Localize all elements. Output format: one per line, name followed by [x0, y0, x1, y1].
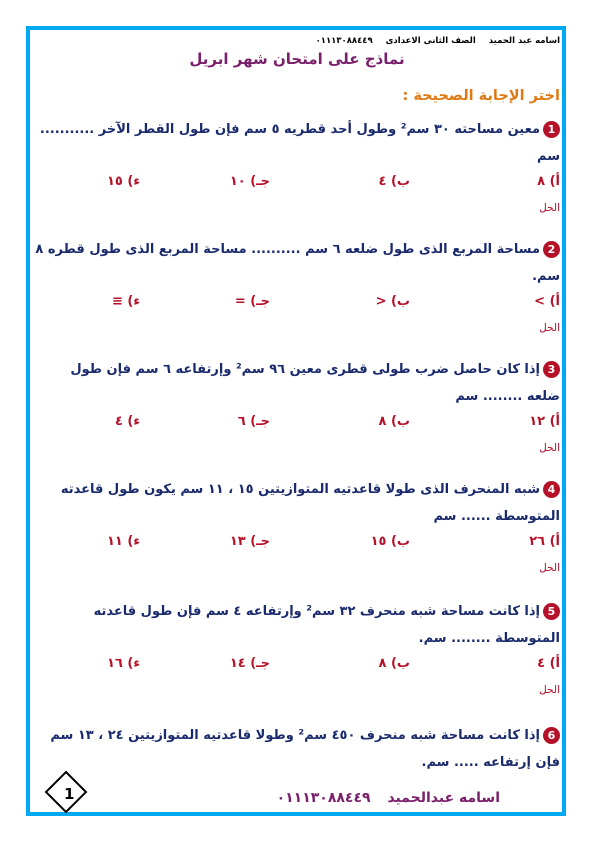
- question-text: [34, 356, 560, 410]
- page-title: نماذج على امتحان شهر ابريل: [189, 50, 405, 68]
- question-4: [34, 476, 560, 578]
- question-number-badge: 2: [543, 241, 560, 258]
- solution-label: الحل: [539, 322, 560, 334]
- question-1: [34, 116, 560, 218]
- option-d[interactable]: ء) ١٦: [107, 656, 140, 671]
- header-author: اسامه عبد الحميد: [488, 36, 560, 46]
- options-row: [34, 656, 560, 680]
- solution-label: الحل: [539, 202, 560, 214]
- solution-label: الحل: [539, 562, 560, 574]
- header-info: [306, 36, 560, 46]
- option-c[interactable]: جـ) =: [234, 294, 270, 309]
- option-c[interactable]: جـ) ١٤: [229, 656, 270, 671]
- question-body: شبه المنحرف الذى طولا قاعدتيه المتوازيتين ١٥ ، ١١ سم يكون طول قاعدته المتوسطة ...... سم: [60, 482, 560, 524]
- options-row: [34, 174, 560, 198]
- footer-signature: [265, 790, 500, 806]
- question-number-badge: 3: [543, 361, 560, 378]
- option-c[interactable]: جـ) ١٣: [229, 534, 270, 549]
- question-number-badge: 4: [543, 481, 560, 498]
- question-body: إذا كانت مساحة شبه منحرف ٣٢ سم² وإرتفاعه ٤ سم فإن طول قاعدته المتوسطة ........ سم.: [93, 604, 560, 646]
- option-a[interactable]: أ) ٨: [537, 174, 560, 189]
- question-body: معين مساحته ٣٠ سم² وطول أحد قطريه ٥ سم فإن طول القطر الآخر ........... سم: [39, 122, 560, 164]
- option-c[interactable]: جـ) ٦: [237, 414, 270, 429]
- option-a[interactable]: أ) ٢٦: [529, 534, 560, 549]
- question-number-badge: 6: [543, 727, 560, 744]
- options-row: [34, 534, 560, 558]
- footer-phone: ٠١١١٣٠٨٨٤٤٩: [276, 790, 371, 806]
- question-body: إذا كان حاصل ضرب طولى قطرى معين ٩٦ سم² وإرتفاعه ٦ سم فإن طول ضلعه ........ سم: [70, 362, 560, 404]
- question-3: [34, 356, 560, 458]
- question-6: [34, 722, 560, 776]
- question-text: [34, 116, 560, 170]
- option-c[interactable]: جـ) ١٠: [229, 174, 270, 189]
- question-text: [34, 598, 560, 652]
- question-body: إذا كانت مساحة شبه منحرف ٤٥٠ سم² وطولا قاعدتيه المتوازيتين ٢٤ ، ١٣ سم فإن إرتفاعه ..... سم.: [50, 728, 560, 770]
- options-row: [34, 294, 560, 318]
- options-row: [34, 414, 560, 438]
- option-b[interactable]: ب) ١٥: [370, 534, 410, 549]
- instruction: اختر الإجابة الصحيحة :: [402, 88, 560, 104]
- option-b[interactable]: ب) ٤: [378, 174, 410, 189]
- question-number-badge: 1: [543, 121, 560, 138]
- page-number: 1: [64, 785, 75, 803]
- worksheet-page: [34, 30, 560, 810]
- option-d[interactable]: ء) ٤: [114, 414, 140, 429]
- question-5: [34, 598, 560, 700]
- option-a[interactable]: أ) ١٢: [529, 414, 560, 429]
- footer-name: اسامه عبدالحميد: [387, 790, 500, 806]
- question-body: مساحة المربع الذى طول ضلعه ٦ سم .......... مساحة المربع الذى طول قطره ٨ سم.: [35, 242, 560, 284]
- solution-label: الحل: [539, 684, 560, 696]
- question-text: [34, 722, 560, 776]
- option-a[interactable]: أ) >: [534, 294, 560, 309]
- option-a[interactable]: أ) ٤: [537, 656, 560, 671]
- header-phone: ٠١١١٣٠٨٨٤٤٩: [315, 36, 373, 46]
- question-text: [34, 476, 560, 530]
- option-b[interactable]: ب) <: [375, 294, 410, 309]
- option-d[interactable]: ء) ≡: [111, 294, 140, 309]
- option-b[interactable]: ب) ٨: [378, 656, 410, 671]
- question-2: [34, 236, 560, 338]
- question-number-badge: 5: [543, 603, 560, 620]
- option-d[interactable]: ء) ١٥: [107, 174, 140, 189]
- option-d[interactable]: ء) ١١: [107, 534, 140, 549]
- option-b[interactable]: ب) ٨: [378, 414, 410, 429]
- question-text: [34, 236, 560, 290]
- solution-label: الحل: [539, 442, 560, 454]
- header-grade: الصف الثانى الاعدادى: [385, 36, 476, 46]
